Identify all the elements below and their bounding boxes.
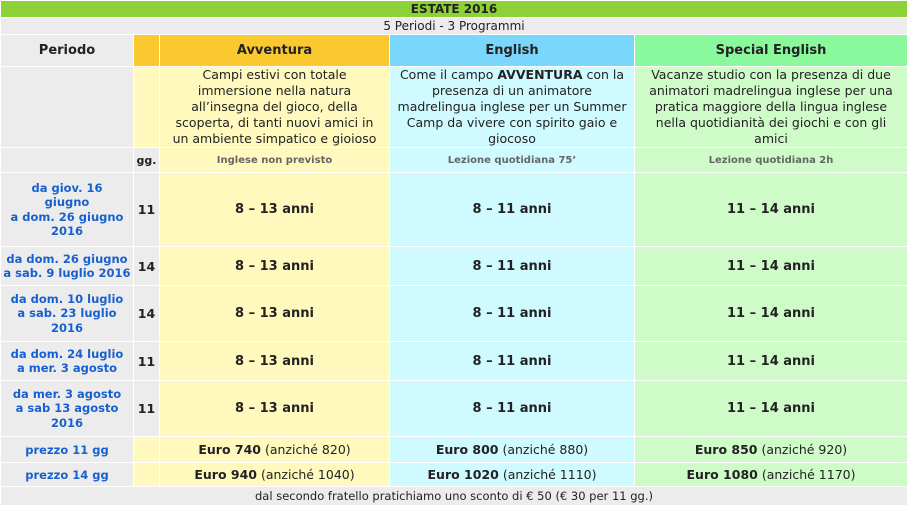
days-cell: 14 bbox=[134, 286, 160, 342]
period-line-1: da giov. 16 giugno bbox=[31, 181, 102, 210]
special-english-age: 11 – 14 anni bbox=[635, 342, 907, 381]
avventura-age: 8 – 13 anni bbox=[160, 173, 390, 247]
english-header: English bbox=[390, 35, 635, 67]
english-description-bold: AVVENTURA bbox=[497, 67, 582, 82]
table-subtitle: 5 Periodi - 3 Programmi bbox=[1, 18, 907, 35]
days-header-blank bbox=[134, 35, 160, 67]
price-row bbox=[1, 463, 907, 487]
days-cell: 14 bbox=[134, 247, 160, 286]
english-age: 8 – 11 anni bbox=[390, 342, 635, 381]
table-row bbox=[1, 381, 907, 437]
price-old: (anziché 920) bbox=[757, 442, 847, 457]
special-english-description-text: Vacanze studio con la presenza di due animatori madrelingua inglese per una pratica maggiore della lingua inglese nella quotidianità dei giochi e con gli amici bbox=[635, 67, 907, 147]
days-cell: 11 bbox=[134, 342, 160, 381]
english-description-text bbox=[390, 67, 634, 147]
price-days-blank bbox=[134, 437, 160, 463]
english-age: 8 – 11 anni bbox=[390, 286, 635, 342]
special-english-header: Special English bbox=[635, 35, 907, 67]
price-value: Euro 740 bbox=[198, 442, 261, 457]
avventura-age: 8 – 13 anni bbox=[160, 342, 390, 381]
english-price bbox=[390, 463, 635, 487]
description-row bbox=[1, 67, 907, 148]
avventura-price bbox=[160, 463, 390, 487]
footer-row bbox=[1, 487, 907, 506]
avventura-header: Avventura bbox=[160, 35, 390, 67]
period-cell: da dom. 26 giugno a sab. 9 luglio 2016 bbox=[1, 247, 134, 286]
days-cell: 11 bbox=[134, 173, 160, 247]
table-row bbox=[1, 173, 907, 247]
avventura-age: 8 – 13 anni bbox=[160, 381, 390, 437]
special-english-age: 11 – 14 anni bbox=[635, 286, 907, 342]
description-blank bbox=[1, 67, 134, 148]
table-title: ESTATE 2016 bbox=[1, 1, 907, 18]
price-days-blank bbox=[134, 463, 160, 487]
price-value: Euro 940 bbox=[194, 467, 257, 482]
price-old: (anziché 1040) bbox=[257, 467, 355, 482]
english-description-post: con la presenza di un animatore madrelingua inglese per un Summer Camp da vivere con spirito gaio e giocoso bbox=[398, 67, 627, 146]
price-value: Euro 1080 bbox=[687, 467, 758, 482]
subtitle-row bbox=[1, 18, 907, 35]
price-value: Euro 1020 bbox=[428, 467, 499, 482]
special-english-price bbox=[635, 437, 907, 463]
english-age: 8 – 11 anni bbox=[390, 381, 635, 437]
english-description-pre: Come il campo bbox=[400, 67, 497, 82]
avventura-description-text: Campi estivi con totale immersione nella natura all’insegna del gioco, della scoperta, di tanti nuovi amici in un ambiente simpatico e gioioso bbox=[160, 67, 389, 147]
table-row bbox=[1, 342, 907, 381]
period-cell bbox=[1, 173, 134, 247]
avventura-age: 8 – 13 anni bbox=[160, 286, 390, 342]
avventura-age: 8 – 13 anni bbox=[160, 247, 390, 286]
english-description bbox=[390, 67, 635, 148]
price-label: prezzo 11 gg bbox=[1, 437, 134, 463]
special-english-price bbox=[635, 463, 907, 487]
period-cell: da mer. 3 agosto a sab 13 agosto 2016 bbox=[1, 381, 134, 437]
english-age: 8 – 11 anni bbox=[390, 173, 635, 247]
price-value: Euro 850 bbox=[695, 442, 758, 457]
table-row bbox=[1, 286, 907, 342]
price-row bbox=[1, 437, 907, 463]
price-old: (anziché 1170) bbox=[758, 467, 856, 482]
period-cell: da dom. 24 luglio a mer. 3 agosto bbox=[1, 342, 134, 381]
title-row bbox=[1, 1, 907, 18]
table-row bbox=[1, 247, 907, 286]
days-label: gg. bbox=[134, 148, 160, 173]
special-english-description bbox=[635, 67, 907, 148]
description-days-blank bbox=[134, 67, 160, 148]
period-cell: da dom. 10 luglio a sab. 23 luglio 2016 bbox=[1, 286, 134, 342]
avventura-note: Inglese non previsto bbox=[160, 148, 390, 173]
english-price bbox=[390, 437, 635, 463]
days-cell: 11 bbox=[134, 381, 160, 437]
discount-note: dal secondo fratello pratichiamo uno sconto di € 50 (€ 30 per 11 gg.) bbox=[1, 487, 907, 506]
price-value: Euro 800 bbox=[436, 442, 499, 457]
period-line-2: a dom. 26 giugno 2016 bbox=[11, 210, 124, 239]
special-english-age: 11 – 14 anni bbox=[635, 173, 907, 247]
price-old: (anziché 1110) bbox=[499, 467, 597, 482]
notes-row bbox=[1, 148, 907, 173]
price-old: (anziché 820) bbox=[261, 442, 351, 457]
english-note: Lezione quotidiana 75’ bbox=[390, 148, 635, 173]
price-label: prezzo 14 gg bbox=[1, 463, 134, 487]
price-old: (anziché 880) bbox=[498, 442, 588, 457]
english-age: 8 – 11 anni bbox=[390, 247, 635, 286]
avventura-description bbox=[160, 67, 390, 148]
special-english-age: 11 – 14 anni bbox=[635, 381, 907, 437]
special-english-age: 11 – 14 anni bbox=[635, 247, 907, 286]
notes-blank bbox=[1, 148, 134, 173]
period-header: Periodo bbox=[1, 35, 134, 67]
header-row bbox=[1, 35, 907, 67]
special-english-note: Lezione quotidiana 2h bbox=[635, 148, 907, 173]
avventura-price bbox=[160, 437, 390, 463]
